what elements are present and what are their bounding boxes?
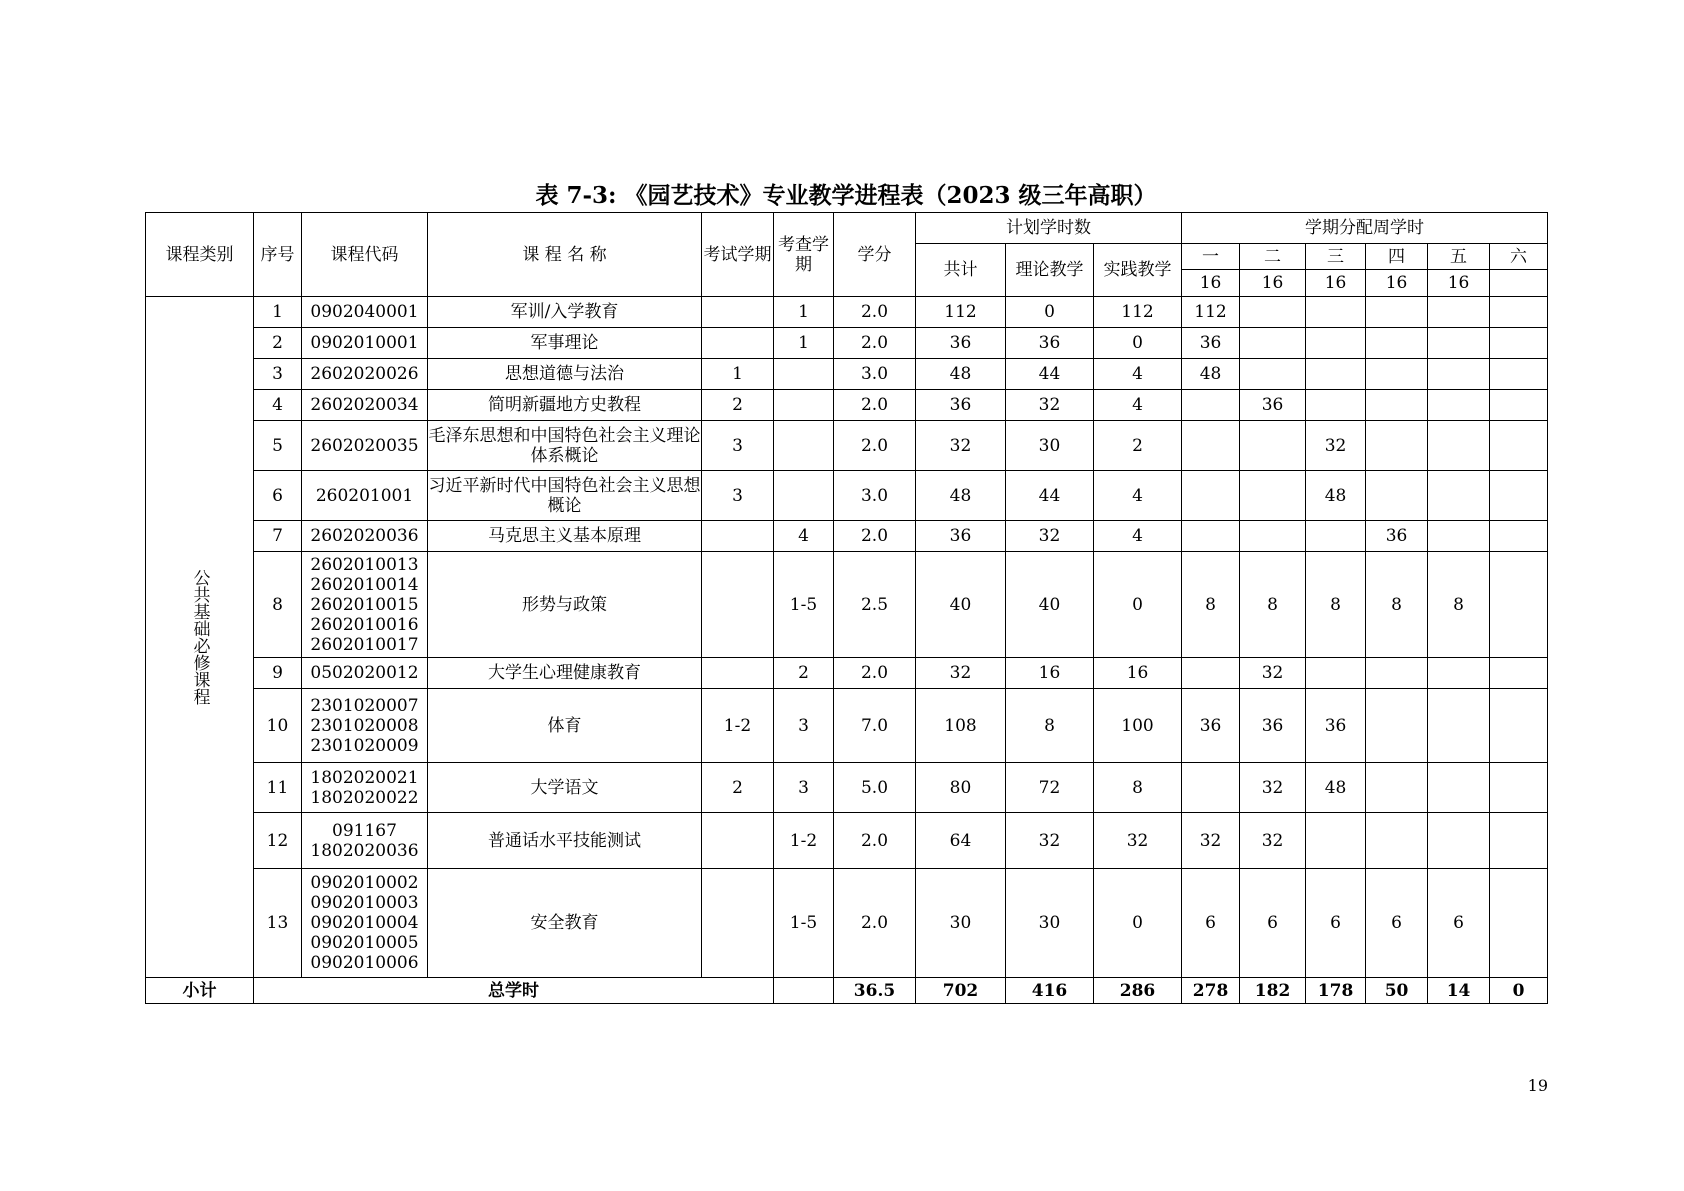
table-row [146, 297, 1548, 328]
term-4-hours [1366, 390, 1428, 421]
exam-term [702, 869, 774, 978]
hours-theory: 16 [1006, 658, 1094, 689]
table-row [146, 763, 1548, 813]
term-6-hours [1490, 521, 1548, 552]
exam-term: 3 [702, 471, 774, 521]
hours-theory: 32 [1006, 521, 1094, 552]
credit: 5.0 [834, 763, 916, 813]
course-name: 安全教育 [428, 869, 702, 978]
credit: 2.0 [834, 521, 916, 552]
table-row [146, 328, 1548, 359]
row-index: 12 [254, 813, 302, 869]
table-row [146, 658, 1548, 689]
course-name: 简明新疆地方史教程 [428, 390, 702, 421]
check-term [774, 421, 834, 471]
course-code: 2602020036 [310, 526, 419, 546]
exam-term [702, 552, 774, 658]
term-3-hours: 48 [1306, 471, 1366, 521]
course-code-cell [302, 552, 428, 658]
course-code-cell [302, 328, 428, 359]
subtotal-practice: 286 [1094, 978, 1182, 1004]
table-row [146, 471, 1548, 521]
check-term: 1 [774, 297, 834, 328]
course-name: 毛泽东思想和中国特色社会主义理论体系概论 [428, 421, 702, 471]
term-4-hours [1366, 689, 1428, 763]
course-code-cell [302, 869, 428, 978]
check-term: 1-5 [774, 552, 834, 658]
subtotal-check-term [774, 978, 834, 1004]
row-index: 11 [254, 763, 302, 813]
hours-theory: 72 [1006, 763, 1094, 813]
course-code: 0902010006 [310, 953, 419, 973]
header-practice: 实践教学 [1094, 244, 1182, 297]
course-code-cell [302, 359, 428, 390]
check-term [774, 471, 834, 521]
course-code: 0502020012 [310, 663, 419, 683]
term-3-hours: 48 [1306, 763, 1366, 813]
term-5-hours [1428, 421, 1490, 471]
check-term: 4 [774, 521, 834, 552]
hours-practice: 0 [1094, 552, 1182, 658]
term-5-hours [1428, 390, 1490, 421]
row-index: 7 [254, 521, 302, 552]
term-5-hours: 6 [1428, 869, 1490, 978]
hours-theory: 0 [1006, 297, 1094, 328]
exam-term [702, 658, 774, 689]
course-code: 0902010001 [310, 333, 419, 353]
hours-total: 36 [916, 328, 1006, 359]
check-term: 1 [774, 328, 834, 359]
hours-theory: 36 [1006, 328, 1094, 359]
course-code-cell [302, 297, 428, 328]
course-name: 马克思主义基本原理 [428, 521, 702, 552]
subtotal-term-1: 278 [1182, 978, 1240, 1004]
table-title: 表 7-3: 《园艺技术》专业教学进程表（2023 级三年高职） [535, 182, 1157, 209]
term-2-hours: 32 [1240, 813, 1306, 869]
hours-total: 30 [916, 869, 1006, 978]
hours-total: 36 [916, 390, 1006, 421]
course-code-cell [302, 521, 428, 552]
subtotal-label: 小计 [146, 978, 254, 1004]
term-4-hours [1366, 658, 1428, 689]
header-weeks-3: 16 [1306, 270, 1366, 297]
subtotal-row [146, 978, 1548, 1004]
subtotal-term-4: 50 [1366, 978, 1428, 1004]
exam-term: 1 [702, 359, 774, 390]
hours-theory: 30 [1006, 421, 1094, 471]
table-row [146, 521, 1548, 552]
term-1-hours: 48 [1182, 359, 1240, 390]
header-term-1: 一 [1182, 244, 1240, 270]
row-index: 9 [254, 658, 302, 689]
exam-term [702, 813, 774, 869]
course-code: 0902010004 [310, 913, 419, 933]
table-row [146, 552, 1548, 658]
term-6-hours [1490, 689, 1548, 763]
term-3-hours [1306, 813, 1366, 869]
term-5-hours [1428, 359, 1490, 390]
header-index: 序号 [254, 213, 302, 297]
course-name: 普通话水平技能测试 [428, 813, 702, 869]
hours-practice: 4 [1094, 521, 1182, 552]
subtotal-term-5: 14 [1428, 978, 1490, 1004]
course-code-cell [302, 689, 428, 763]
term-4-hours [1366, 297, 1428, 328]
term-4-hours [1366, 471, 1428, 521]
term-6-hours [1490, 658, 1548, 689]
course-name: 军事理论 [428, 328, 702, 359]
exam-term [702, 328, 774, 359]
term-2-hours [1240, 297, 1306, 328]
subtotal-term-2: 182 [1240, 978, 1306, 1004]
course-name: 思想道德与法治 [428, 359, 702, 390]
term-3-hours [1306, 328, 1366, 359]
course-code: 091167 [332, 820, 397, 841]
hours-practice: 8 [1094, 763, 1182, 813]
term-5-hours [1428, 328, 1490, 359]
term-5-hours [1428, 471, 1490, 521]
header-category: 课程类别 [146, 213, 254, 297]
term-2-hours [1240, 359, 1306, 390]
term-2-hours: 32 [1240, 658, 1306, 689]
header-weeks-5: 16 [1428, 270, 1490, 297]
header-check-term: 考查学期 [774, 213, 834, 297]
hours-total: 32 [916, 658, 1006, 689]
course-code: 2602010015 [310, 594, 419, 615]
term-4-hours [1366, 359, 1428, 390]
check-term [774, 390, 834, 421]
term-2-hours: 6 [1240, 869, 1306, 978]
page-number: 19 [1527, 1076, 1548, 1095]
course-code: 1802020022 [310, 787, 419, 808]
hours-theory: 32 [1006, 813, 1094, 869]
check-term: 3 [774, 689, 834, 763]
term-2-hours [1240, 421, 1306, 471]
term-1-hours: 6 [1182, 869, 1240, 978]
table-row [146, 869, 1548, 978]
course-code: 2301020008 [310, 715, 419, 736]
row-index: 4 [254, 390, 302, 421]
term-1-hours: 36 [1182, 328, 1240, 359]
subtotal-total: 702 [916, 978, 1006, 1004]
course-code: 2301020009 [310, 735, 419, 756]
term-6-hours [1490, 471, 1548, 521]
term-6-hours [1490, 390, 1548, 421]
course-code: 260201001 [315, 485, 414, 506]
exam-term: 2 [702, 390, 774, 421]
course-code-cell [302, 763, 428, 813]
term-1-hours: 8 [1182, 552, 1240, 658]
term-6-hours [1490, 763, 1548, 813]
course-code: 0902010003 [310, 893, 419, 913]
header-exam-term: 考试学期 [702, 213, 774, 297]
hours-total: 108 [916, 689, 1006, 763]
term-3-hours: 36 [1306, 689, 1366, 763]
subtotal-name: 总学时 [254, 978, 774, 1004]
course-code: 2602010016 [310, 614, 419, 635]
hours-practice: 16 [1094, 658, 1182, 689]
header-weeks-6 [1490, 270, 1548, 297]
hours-practice: 112 [1094, 297, 1182, 328]
hours-theory: 44 [1006, 359, 1094, 390]
header-term-6: 六 [1490, 244, 1548, 270]
term-5-hours [1428, 658, 1490, 689]
credit: 2.5 [834, 552, 916, 658]
hours-practice: 4 [1094, 471, 1182, 521]
course-code: 2602010014 [310, 574, 419, 595]
header-weeks-1: 16 [1182, 270, 1240, 297]
term-5-hours: 8 [1428, 552, 1490, 658]
term-2-hours: 36 [1240, 689, 1306, 763]
term-1-hours [1182, 471, 1240, 521]
row-index: 1 [254, 297, 302, 328]
term-5-hours [1428, 689, 1490, 763]
term-4-hours [1366, 421, 1428, 471]
term-2-hours [1240, 471, 1306, 521]
credit: 3.0 [834, 471, 916, 521]
header-term-2: 二 [1240, 244, 1306, 270]
term-5-hours [1428, 297, 1490, 328]
course-name: 习近平新时代中国特色社会主义思想概论 [428, 471, 702, 521]
table-row [146, 813, 1548, 869]
term-6-hours [1490, 359, 1548, 390]
term-4-hours [1366, 763, 1428, 813]
term-4-hours: 36 [1366, 521, 1428, 552]
header-theory: 理论教学 [1006, 244, 1094, 297]
term-3-hours [1306, 390, 1366, 421]
course-code: 2602020026 [310, 364, 419, 384]
row-index: 13 [254, 869, 302, 978]
course-code: 1802020036 [310, 840, 419, 861]
course-code-cell [302, 813, 428, 869]
course-code: 0902010005 [310, 933, 419, 953]
hours-total: 32 [916, 421, 1006, 471]
term-3-hours: 8 [1306, 552, 1366, 658]
credit: 2.0 [834, 658, 916, 689]
subtotal-term-6: 0 [1490, 978, 1548, 1004]
credit: 2.0 [834, 390, 916, 421]
course-code-cell [302, 471, 428, 521]
row-index: 5 [254, 421, 302, 471]
hours-theory: 40 [1006, 552, 1094, 658]
table-row [146, 689, 1548, 763]
credit: 7.0 [834, 689, 916, 763]
term-3-hours [1306, 359, 1366, 390]
header-credits: 学分 [834, 213, 916, 297]
term-2-hours: 8 [1240, 552, 1306, 658]
hours-practice: 4 [1094, 359, 1182, 390]
hours-total: 48 [916, 471, 1006, 521]
term-3-hours: 32 [1306, 421, 1366, 471]
term-2-hours: 36 [1240, 390, 1306, 421]
header-term-3: 三 [1306, 244, 1366, 270]
term-6-hours [1490, 297, 1548, 328]
table-row [146, 390, 1548, 421]
term-5-hours [1428, 763, 1490, 813]
course-code: 0902040001 [310, 302, 419, 322]
course-code-cell [302, 658, 428, 689]
term-1-hours [1182, 658, 1240, 689]
term-6-hours [1490, 813, 1548, 869]
header-term-hours: 学期分配周学时 [1182, 213, 1548, 244]
course-code-cell [302, 421, 428, 471]
hours-practice: 0 [1094, 869, 1182, 978]
course-name: 体育 [428, 689, 702, 763]
term-4-hours: 6 [1366, 869, 1428, 978]
course-name: 军训/入学教育 [428, 297, 702, 328]
exam-term [702, 521, 774, 552]
teaching-progress-table [145, 212, 1548, 1004]
table-row [146, 359, 1548, 390]
course-code: 0902010002 [310, 873, 419, 893]
hours-practice: 0 [1094, 328, 1182, 359]
category-cell: 公共基础必修课程 [146, 297, 254, 978]
term-4-hours [1366, 813, 1428, 869]
table-row [146, 421, 1548, 471]
credit: 3.0 [834, 359, 916, 390]
term-1-hours [1182, 390, 1240, 421]
check-term: 2 [774, 658, 834, 689]
header-weeks-4: 16 [1366, 270, 1428, 297]
course-name: 形势与政策 [428, 552, 702, 658]
course-code: 2602010013 [310, 554, 419, 575]
term-1-hours: 112 [1182, 297, 1240, 328]
row-index: 2 [254, 328, 302, 359]
term-2-hours [1240, 328, 1306, 359]
subtotal-theory: 416 [1006, 978, 1094, 1004]
header-term-4: 四 [1366, 244, 1428, 270]
course-code-cell [302, 390, 428, 421]
row-index: 10 [254, 689, 302, 763]
subtotal-term-3: 178 [1306, 978, 1366, 1004]
header-term-5: 五 [1428, 244, 1490, 270]
hours-practice: 32 [1094, 813, 1182, 869]
credit: 2.0 [834, 813, 916, 869]
term-3-hours [1306, 297, 1366, 328]
term-1-hours [1182, 521, 1240, 552]
hours-practice: 2 [1094, 421, 1182, 471]
term-5-hours [1428, 813, 1490, 869]
header-name: 课 程 名 称 [428, 213, 702, 297]
term-2-hours [1240, 521, 1306, 552]
course-name: 大学语文 [428, 763, 702, 813]
term-6-hours [1490, 421, 1548, 471]
header-planned-hours: 计划学时数 [916, 213, 1182, 244]
exam-term: 3 [702, 421, 774, 471]
subtotal-credit: 36.5 [834, 978, 916, 1004]
term-3-hours [1306, 521, 1366, 552]
hours-theory: 44 [1006, 471, 1094, 521]
course-name: 大学生心理健康教育 [428, 658, 702, 689]
term-3-hours: 6 [1306, 869, 1366, 978]
check-term [774, 359, 834, 390]
hours-theory: 30 [1006, 869, 1094, 978]
hours-theory: 32 [1006, 390, 1094, 421]
course-code: 1802020021 [310, 767, 419, 788]
credit: 2.0 [834, 869, 916, 978]
term-2-hours: 32 [1240, 763, 1306, 813]
hours-total: 36 [916, 521, 1006, 552]
check-term: 1-2 [774, 813, 834, 869]
hours-theory: 8 [1006, 689, 1094, 763]
term-6-hours [1490, 552, 1548, 658]
row-index: 6 [254, 471, 302, 521]
term-4-hours [1366, 328, 1428, 359]
check-term: 3 [774, 763, 834, 813]
course-code: 2602020034 [310, 395, 419, 415]
credit: 2.0 [834, 421, 916, 471]
hours-total: 40 [916, 552, 1006, 658]
row-index: 3 [254, 359, 302, 390]
term-1-hours [1182, 763, 1240, 813]
term-6-hours [1490, 869, 1548, 978]
term-1-hours [1182, 421, 1240, 471]
term-1-hours: 36 [1182, 689, 1240, 763]
exam-term: 1-2 [702, 689, 774, 763]
term-5-hours [1428, 521, 1490, 552]
term-6-hours [1490, 328, 1548, 359]
hours-practice: 100 [1094, 689, 1182, 763]
hours-practice: 4 [1094, 390, 1182, 421]
course-code: 2602020035 [310, 435, 419, 456]
hours-total: 64 [916, 813, 1006, 869]
header-total: 共计 [916, 244, 1006, 297]
credit: 2.0 [834, 328, 916, 359]
check-term: 1-5 [774, 869, 834, 978]
exam-term [702, 297, 774, 328]
course-code: 2602010017 [310, 634, 419, 655]
hours-total: 112 [916, 297, 1006, 328]
exam-term: 2 [702, 763, 774, 813]
header-weeks-2: 16 [1240, 270, 1306, 297]
hours-total: 48 [916, 359, 1006, 390]
course-code: 2301020007 [310, 695, 419, 716]
term-1-hours: 32 [1182, 813, 1240, 869]
credit: 2.0 [834, 297, 916, 328]
row-index: 8 [254, 552, 302, 658]
term-4-hours: 8 [1366, 552, 1428, 658]
hours-total: 80 [916, 763, 1006, 813]
term-3-hours [1306, 658, 1366, 689]
header-code: 课程代码 [302, 213, 428, 297]
